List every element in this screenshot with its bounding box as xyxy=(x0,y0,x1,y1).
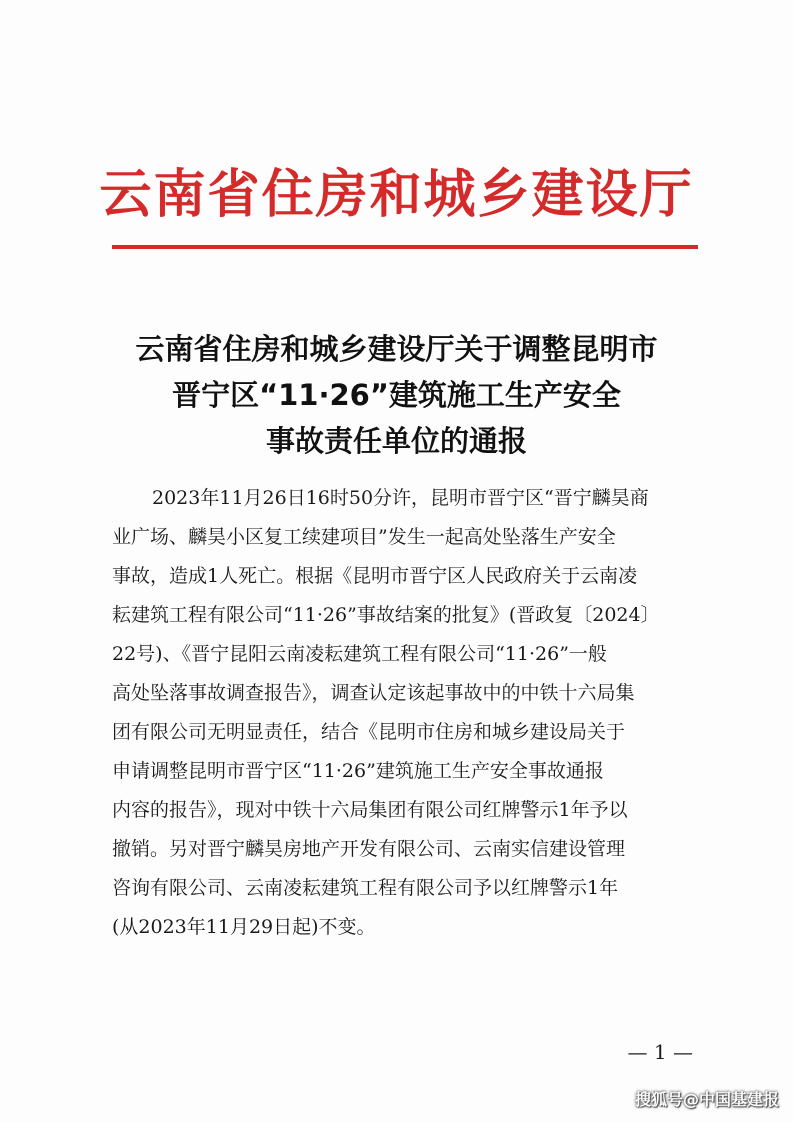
body-line: 撤销。另对晋宁麟昊房地产开发有限公司、云南实信建设管理 xyxy=(112,838,626,860)
body-line: 咨询有限公司、云南凌耘建筑工程有限公司予以红牌警示1年 xyxy=(112,877,619,899)
document-body xyxy=(112,479,700,947)
body-line: 22号)、《晋宁昆阳云南凌耘建筑工程有限公司“11·26”一般 xyxy=(112,643,607,665)
title-line-3: 事故责任单位的通报 xyxy=(265,424,527,458)
letterhead-red-rule xyxy=(112,245,698,249)
body-line: 耘建筑工程有限公司“11·26”事故结案的批复》(晋政复〔2024〕 xyxy=(112,604,660,626)
agency-letterhead: 云南省住房和城乡建设厅 xyxy=(99,164,694,225)
body-line: 内容的报告》，现对中铁十六局集团有限公司红牌警示1年予以 xyxy=(112,799,628,821)
body-line: 高处坠落事故调查报告》，调查认定该起事故中的中铁十六局集 xyxy=(112,682,635,704)
body-line: 业广场、麟昊小区复工续建项目”发生一起高处坠落生产安全 xyxy=(112,526,616,548)
body-line: (从2023年11月29日起)不变。 xyxy=(112,916,376,938)
body-line: 申请调整昆明市晋宁区“11·26”建筑施工生产安全事故通报 xyxy=(112,760,604,782)
body-line: 事故，造成1人死亡。根据《昆明市晋宁区人民政府关于云南凌 xyxy=(112,565,638,587)
page-number-text: — 1 — xyxy=(627,1040,693,1064)
title-line-1: 云南省住房和城乡建设厅关于调整昆明市 xyxy=(135,332,658,366)
title-line-2: 晋宁区“11·26”建筑施工生产安全 xyxy=(172,378,621,412)
body-line: 团有限公司无明显责任，结合《昆明市住房和城乡建设局关于 xyxy=(112,721,626,743)
source-watermark: 搜狐号@中国基建报 xyxy=(634,1090,779,1109)
body-line: 2023年11月26日16时50分许，昆明市晋宁区“晋宁麟昊商 xyxy=(152,487,649,509)
document-title xyxy=(80,326,713,464)
